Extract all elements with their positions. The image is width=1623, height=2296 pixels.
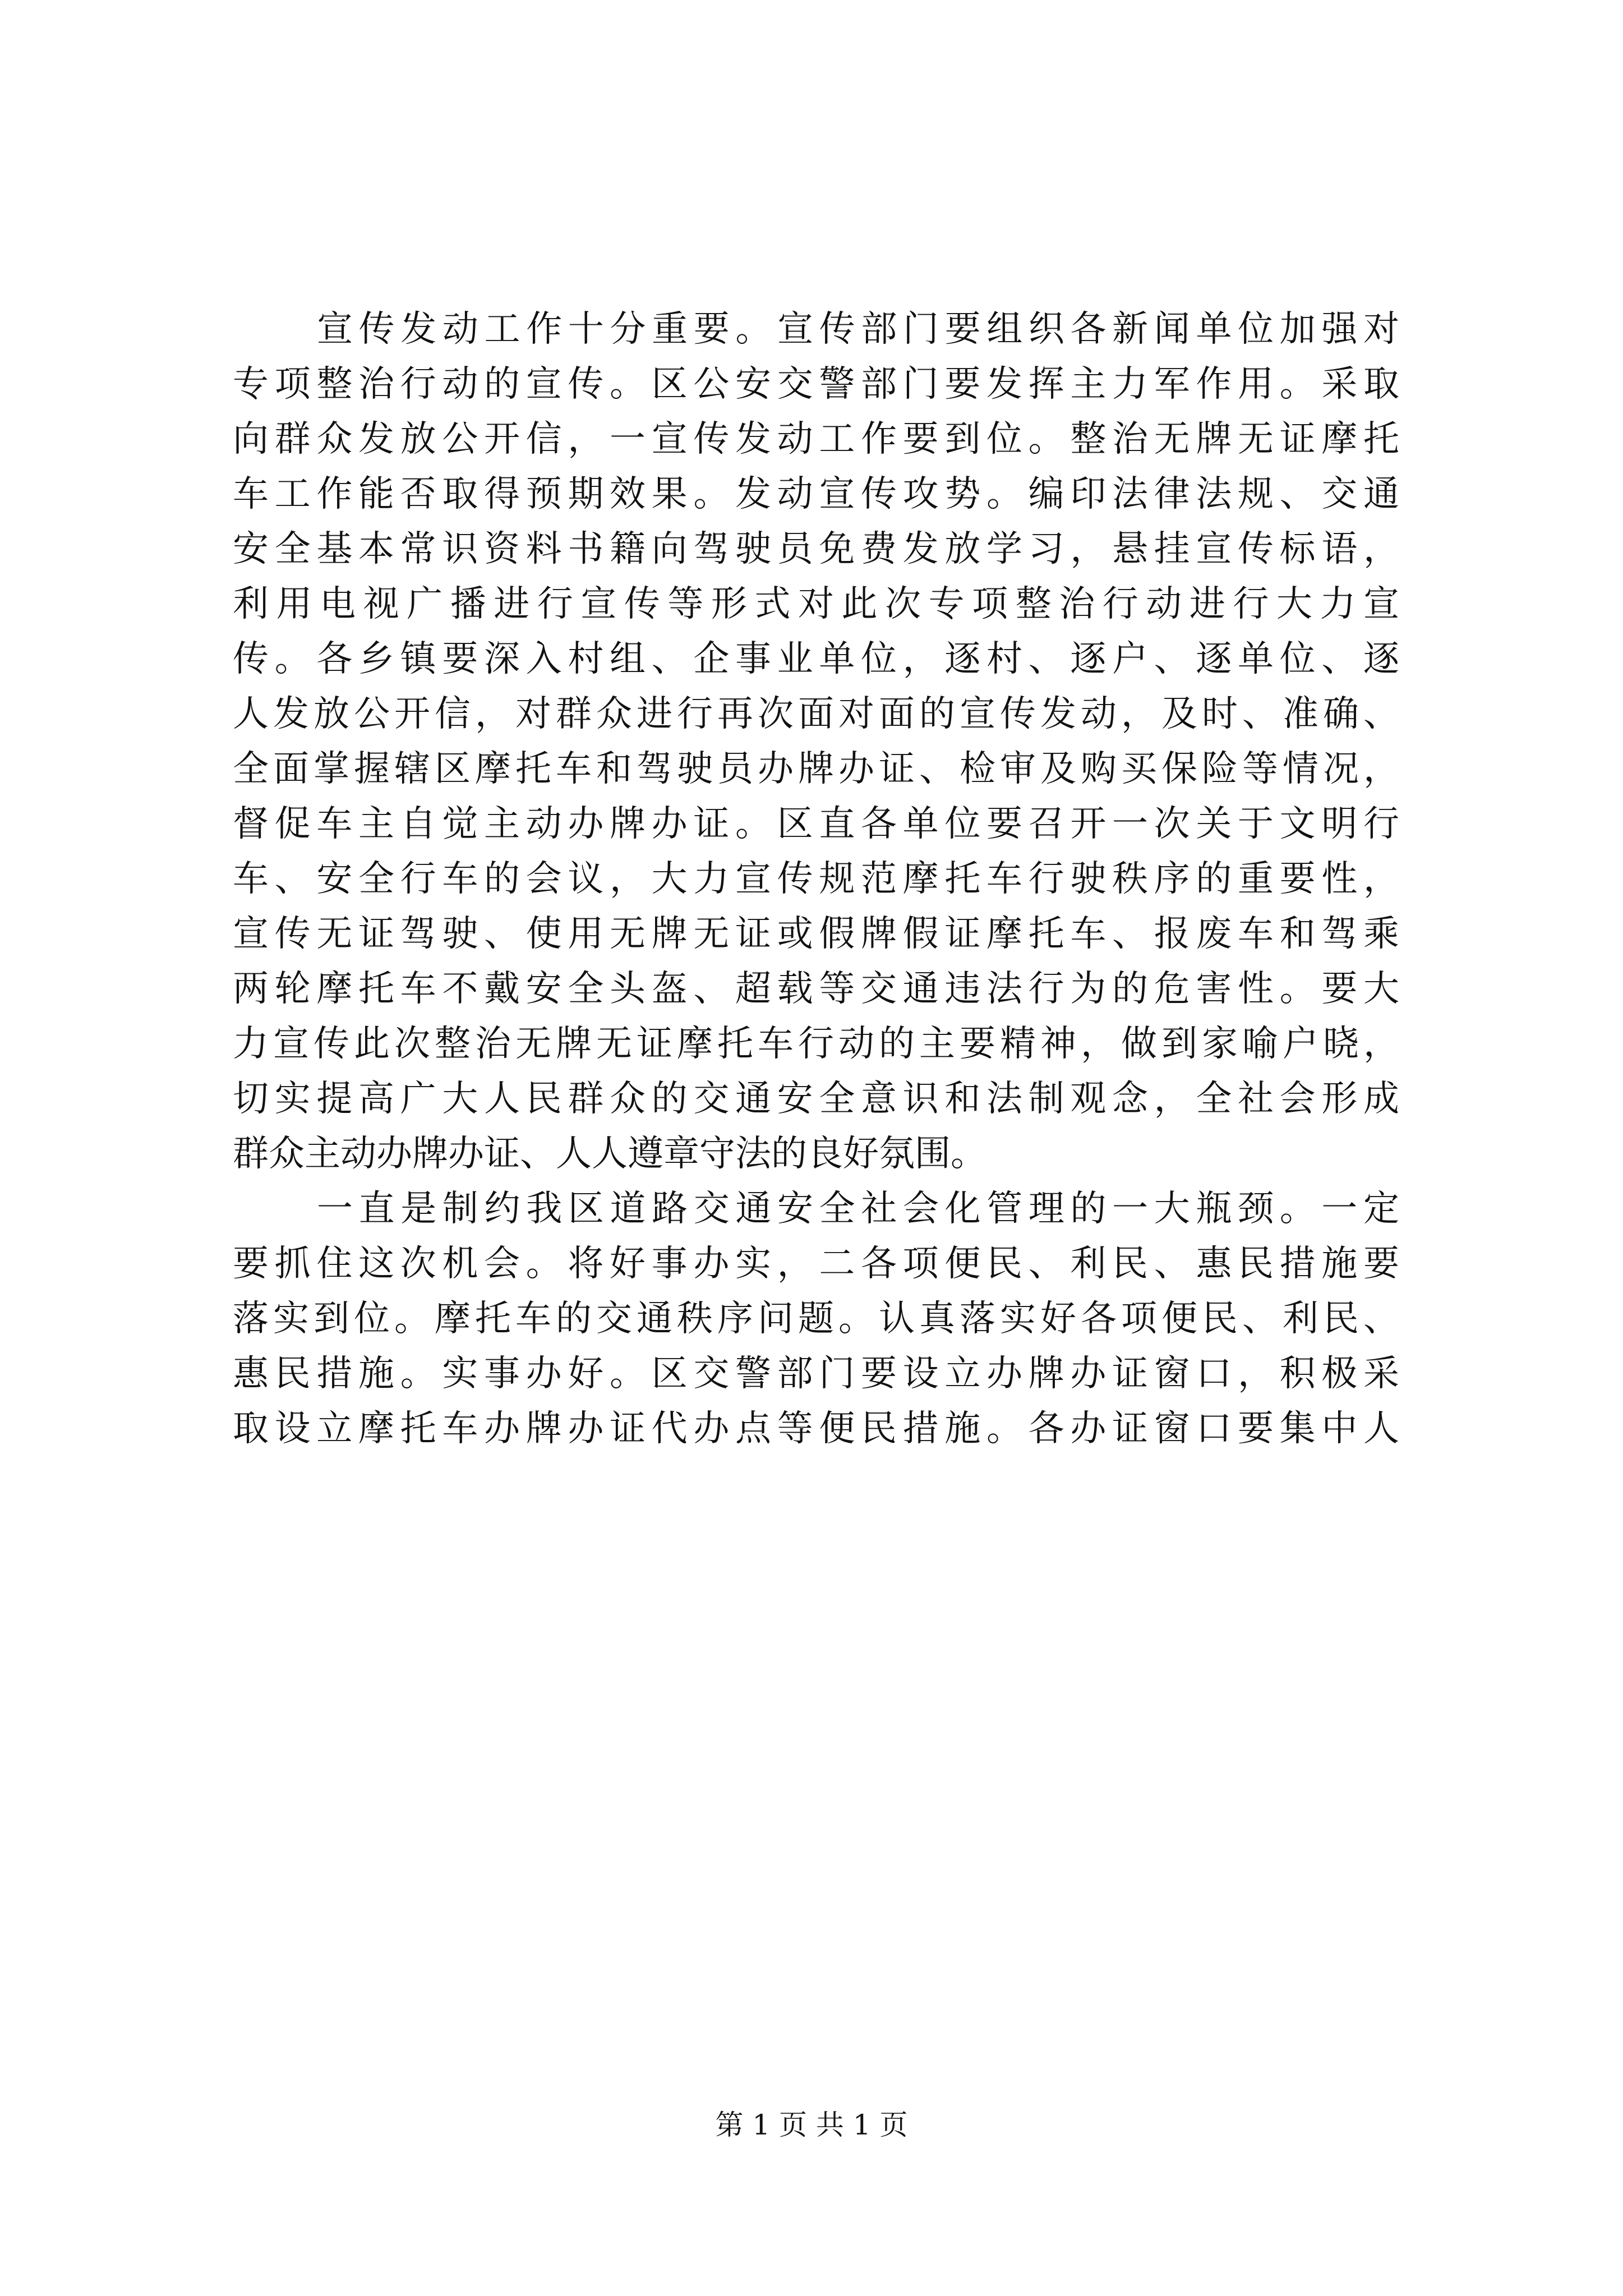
paragraph-1-line: 车、安全行车的会议，大力宣传规范摩托车行驶秩序的重要性， [233, 858, 1399, 900]
paragraph-1-line: 车工作能否取得预期效果。发动宣传攻势。编印法律法规、交通 [233, 473, 1399, 515]
paragraph-1-line: 督促车主自觉主动办牌办证。区直各单位要召开一次关于文明行 [233, 803, 1399, 845]
paragraph-2-line: 落实到位。摩托车的交通秩序问题。认真落实好各项便民、利民、 [233, 1298, 1399, 1340]
paragraph-1-line: 传。各乡镇要深入村组、企事业单位，逐村、逐户、逐单位、逐 [233, 638, 1399, 680]
paragraph-1-line: 宣传发动工作十分重要。宣传部门要组织各新闻单位加强对 [317, 309, 1399, 350]
document-body [233, 302, 1399, 1456]
paragraph-2-line: 一直是制约我区道路交通安全社会化管理的一大瓶颈。一定 [317, 1188, 1399, 1230]
paragraph-2-line: 惠民措施。实事办好。区交警部门要设立办牌办证窗口，积极采 [233, 1353, 1399, 1395]
paragraph-1-line: 向群众发放公开信，一宣传发动工作要到位。整治无牌无证摩托 [233, 418, 1399, 460]
paragraph-1-line: 力宣传此次整治无牌无证摩托车行动的主要精神，做到家喻户晓， [233, 1023, 1399, 1065]
paragraph-1-line: 两轮摩托车不戴安全头盔、超载等交通违法行为的危害性。要大 [233, 968, 1399, 1010]
paragraph-2-line: 要抓住这次机会。将好事办实，二各项便民、利民、惠民措施要 [233, 1243, 1399, 1285]
paragraph-1-line: 专项整治行动的宣传。区公安交警部门要发挥主力军作用。采取 [233, 364, 1399, 405]
page-number-label: 第 1 页 共 1 页 [715, 2109, 908, 2141]
paragraph-1-line: 全面掌握辖区摩托车和驾驶员办牌办证、检审及购买保险等情况， [233, 748, 1399, 790]
paragraph-2-line: 取设立摩托车办牌办证代办点等便民措施。各办证窗口要集中人 [233, 1408, 1399, 1450]
paragraph-1-line: 利用电视广播进行宣传等形式对此次专项整治行动进行大力宣 [233, 583, 1399, 625]
paragraph-1-line: 安全基本常识资料书籍向驾驶员免费发放学习，悬挂宣传标语， [233, 528, 1399, 570]
paragraph-1-line: 宣传无证驾驶、使用无牌无证或假牌假证摩托车、报废车和驾乘 [233, 913, 1399, 955]
paragraph-1-line: 人发放公开信，对群众进行再次面对面的宣传发动，及时、准确、 [233, 693, 1399, 735]
paragraph-1-line: 群众主动办牌办证、人人遵章守法的良好氛围。 [233, 1133, 986, 1175]
page-footer [0, 2102, 1623, 2143]
paragraph-1-line: 切实提高广大人民群众的交通安全意识和法制观念，全社会形成 [233, 1078, 1399, 1120]
